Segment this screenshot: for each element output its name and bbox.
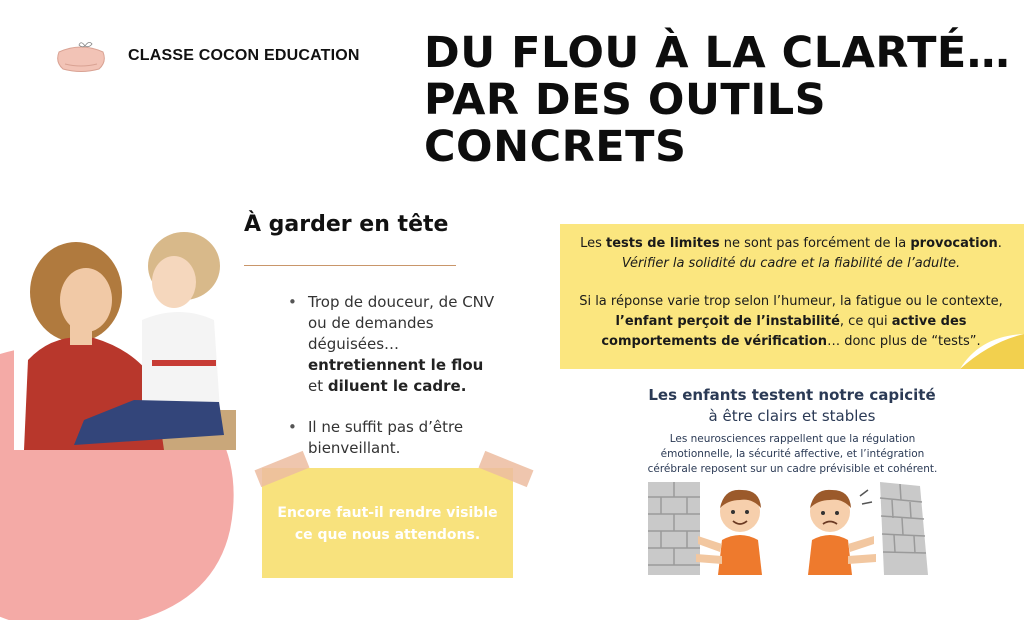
infographic-title: Les enfants testent notre capicité bbox=[648, 386, 936, 404]
callout-p1-b: tests de limites bbox=[606, 236, 720, 251]
bullet1-bold-2: diluent le cadre. bbox=[327, 377, 467, 395]
wobbly-wall-icon bbox=[880, 482, 928, 575]
bullet1-bold-1: entretiennent le flou bbox=[308, 356, 484, 374]
bullet1-connector: et bbox=[308, 377, 328, 395]
list-item bbox=[288, 292, 503, 397]
infographic-body: Les neurosciences rappellent que la régulation émotionnelle, la sécurité affective, et l’intégration cérébrale reposent sur un cadre prévisible et cohérent. bbox=[647, 433, 938, 475]
callout-p3-e: … donc plus de “tests”. bbox=[827, 334, 981, 349]
happy-child-icon bbox=[696, 490, 762, 575]
children-pushing-walls-illustration bbox=[648, 482, 928, 575]
title-line-3: CONCRETS bbox=[424, 122, 687, 172]
bullet2-text: Il ne suffit pas d’être bienveillant. bbox=[308, 418, 464, 457]
page-title bbox=[424, 30, 1014, 171]
callout-line-3 bbox=[566, 292, 1016, 352]
callout-p1-d: provocation bbox=[910, 236, 998, 251]
callout-line-2 bbox=[566, 254, 1016, 274]
title-line-2: PAR DES OUTILS bbox=[424, 75, 827, 125]
sticky-note-text: Encore faut-il rendre visible ce que nous attendons. bbox=[277, 505, 498, 543]
brand-name: CLASSE COCON EDUCATION bbox=[128, 47, 360, 64]
callout-p3-a: Si la réponse varie trop selon l’humeur, la fatigue ou le contexte, bbox=[579, 294, 1003, 309]
section-divider bbox=[244, 265, 456, 266]
reminder-list bbox=[288, 292, 503, 479]
list-item bbox=[288, 417, 503, 459]
callout-text bbox=[566, 234, 1016, 352]
callout-p1-c: ne sont pas forcément de la bbox=[719, 236, 911, 251]
mother-child-photo bbox=[14, 220, 236, 450]
worried-child-icon bbox=[808, 490, 876, 575]
callout-p1-a: Les bbox=[580, 236, 606, 251]
callout-p3-d: active des comportements de vérification bbox=[601, 314, 967, 349]
solid-wall-icon bbox=[648, 482, 700, 575]
infographic-subtitle: à être clairs et stables bbox=[708, 407, 876, 425]
callout-p2: Vérifier la solidité du cadre et la fiabilité de l’adulte. bbox=[621, 256, 961, 271]
bullet1-text: Trop de douceur, de CNV ou de demandes déguisées… bbox=[308, 293, 495, 353]
pillow-butterfly-icon bbox=[55, 38, 107, 74]
callout-line-1 bbox=[566, 234, 1016, 254]
callout-p3-b: l’enfant perçoit de l’instabilité bbox=[615, 314, 840, 329]
section-heading: À garder en tête bbox=[244, 212, 449, 237]
title-line-1: DU FLOU À LA CLARTÉ… bbox=[424, 28, 1011, 78]
callout-p3-c: , ce qui bbox=[839, 314, 892, 329]
callout-p1-e: . bbox=[997, 236, 1002, 251]
